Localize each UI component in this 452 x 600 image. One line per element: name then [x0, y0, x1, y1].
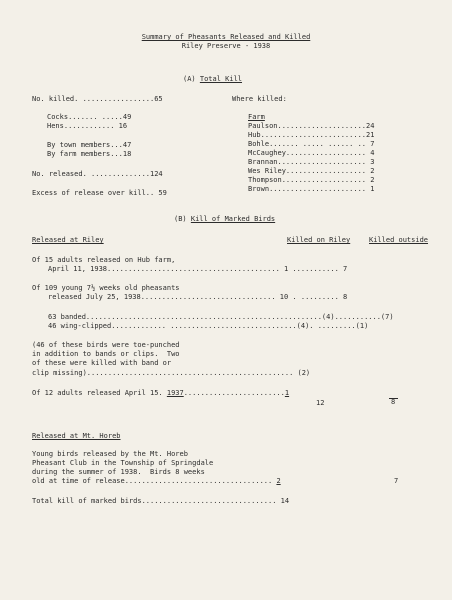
- farm-members-line: By farm members...18: [47, 150, 132, 158]
- horeb-line2: Pheasant Club in the Township of Springdale: [32, 459, 214, 467]
- farm-row-wes-riley: Wes Riley................... 2: [248, 167, 375, 175]
- farm-row-mccaughey: McCaughey................... 4: [248, 149, 375, 157]
- horeb-killed-outside: 7: [394, 477, 399, 485]
- entry3-value: 1: [284, 389, 290, 397]
- document-title: Summary of Pheasants Released and Killed: [141, 33, 311, 41]
- entry1-line1: Of 15 adults released on Hub farm,: [32, 256, 176, 264]
- entry3-year: 1937: [166, 389, 184, 397]
- killed-on-riley-header: Killed on Riley: [287, 236, 351, 244]
- entry3-line: [32, 389, 289, 398]
- banded-line: 63 banded........................................................(4)...........(7): [48, 313, 394, 321]
- section-b-label: Kill of Marked Birds: [190, 215, 276, 223]
- total-killed-outside: 8: [391, 398, 396, 406]
- horeb-value: 2: [276, 477, 281, 485]
- farm-header: Farm: [248, 113, 265, 121]
- total-marked-line: Total kill of marked birds................................ 14: [32, 497, 290, 505]
- entry1-line2: April 11, 1938......................................... 1 ........... 7: [48, 265, 348, 273]
- farm-row-brown: Brown....................... 1: [248, 185, 375, 193]
- where-killed-label: Where killed:: [232, 95, 287, 103]
- no-killed-line: No. killed. .................65: [32, 95, 163, 103]
- horeb-line3: during the summer of 1938. Birds 8 weeks: [32, 468, 205, 476]
- section-a-heading: [183, 75, 242, 84]
- released-at-riley-heading: Released at Riley: [32, 236, 104, 244]
- entry2-line2: released July 25, 1938................................ 10 . ......... 8: [48, 293, 348, 301]
- farm-row-bohle: Bohle....... ..... ...... .. 7: [248, 140, 375, 148]
- section-b-heading: [174, 215, 275, 224]
- note-line4: clip missing)................................................. (2): [32, 369, 311, 377]
- town-members-line: By town members...47: [47, 141, 132, 149]
- note-line3: of these were killed with band or: [32, 359, 172, 367]
- excess-line: Excess of release over kill.. 59: [32, 189, 167, 197]
- wing-clipped-line: 46 wing-clipped............. ..............................(4). .........(1): [48, 322, 369, 330]
- entry3-dots: ........................: [183, 389, 285, 397]
- section-a-label: Total Kill: [199, 75, 243, 83]
- total-killed-on-riley: 12: [316, 399, 325, 407]
- farm-row-hub: Hub.........................21: [248, 131, 375, 139]
- cocks-line: Cocks....... .....49: [47, 113, 132, 121]
- killed-outside-header: Killed outside: [369, 236, 429, 244]
- farm-row-thompson: Thompson.................... 2: [248, 176, 375, 184]
- horeb-line1: Young birds released by the Mt. Horeb: [32, 450, 188, 458]
- farm-row-paulson: Paulson.....................24: [248, 122, 375, 130]
- farm-row-brannan: Brannan..................... 3: [248, 158, 375, 166]
- note-line1: (46 of these birds were toe-punched: [32, 341, 180, 349]
- released-line: No. released. ..............124: [32, 170, 163, 178]
- section-b-prefix: (B): [174, 215, 191, 223]
- entry2-line1: Of 109 young 7½ weeks old pheasants: [32, 284, 180, 292]
- horeb-line4-text: old at time of release...................................: [32, 477, 277, 485]
- note-line2: in addition to bands or clips. Two: [32, 350, 180, 358]
- horeb-line4: [32, 477, 281, 486]
- document-subtitle: Riley Preserve - 1938: [181, 42, 271, 50]
- entry3-prefix: Of 12 adults released April 15.: [32, 389, 167, 397]
- hens-line: Hens............ 16: [47, 122, 128, 130]
- section-a-prefix: (A): [183, 75, 200, 83]
- released-at-mt-horeb-heading: Released at Mt. Horeb: [32, 432, 121, 440]
